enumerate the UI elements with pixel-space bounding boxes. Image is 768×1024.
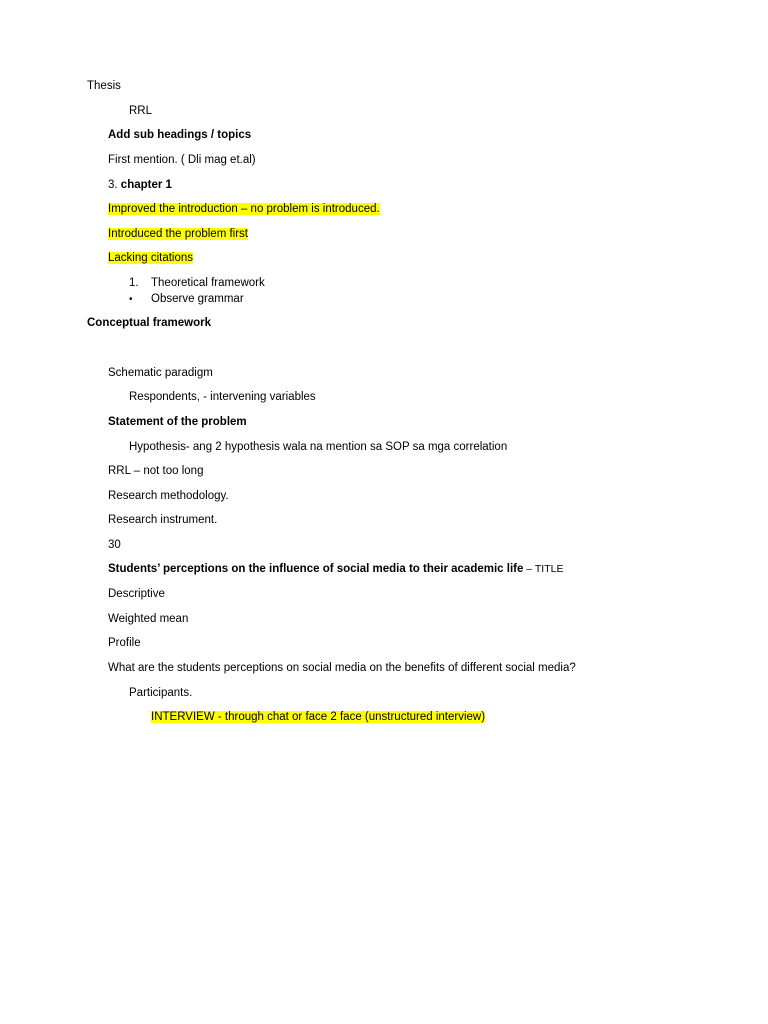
heading-add-sub-headings: Add sub headings / topics — [108, 129, 252, 141]
list-number: 1. — [129, 277, 139, 289]
title-text: Students’ perceptions on the influence of social media to their academic life — [108, 563, 524, 575]
highlight-text: Improved the introduction – no problem is introduced. — [108, 203, 380, 215]
text-line-rrl-not-too-long: RRL – not too long — [108, 465, 204, 477]
heading-conceptual-framework: Conceptual framework — [87, 317, 211, 329]
list-item-text: Observe grammar — [151, 293, 244, 305]
highlighted-line-lacking-citations — [108, 251, 193, 265]
bullet-item-observe-grammar — [129, 292, 244, 306]
title-suffix: – TITLE — [523, 563, 564, 575]
heading-statement-of-problem: Statement of the problem — [108, 416, 247, 428]
highlight-text: Lacking citations — [108, 252, 194, 264]
highlighted-line-interview — [151, 710, 485, 724]
highlighted-line-improved-intro — [108, 202, 380, 216]
bullet-icon: • — [129, 294, 133, 305]
text-line-weighted-mean: Weighted mean — [108, 613, 189, 625]
text-line-thesis: Thesis — [87, 80, 121, 92]
text-line-hypothesis: Hypothesis- ang 2 hypothesis wala na mention sa SOP sa mga correlation — [129, 441, 508, 453]
text-line-profile: Profile — [108, 637, 141, 649]
highlight-text: INTERVIEW - through chat or face 2 face (unstructured interview) — [151, 711, 486, 723]
text-line-participants: Participants. — [129, 687, 193, 699]
text-line-research-methodology: Research methodology. — [108, 490, 229, 502]
text-line-question: What are the students perceptions on social media on the benefits of different social media? — [108, 662, 576, 674]
chapter-title: chapter 1 — [120, 179, 172, 191]
text-line-research-instrument: Research instrument. — [108, 514, 218, 526]
text-line-30: 30 — [108, 539, 121, 551]
text-line-first-mention: First mention. ( Dli mag et.al) — [108, 154, 256, 166]
text-line-respondents: Respondents, - intervening variables — [129, 391, 316, 403]
list-item-text: Theoretical framework — [151, 277, 265, 289]
text-line-schematic-paradigm: Schematic paradigm — [108, 367, 213, 379]
highlighted-line-introduced-problem — [108, 227, 248, 241]
text-line-descriptive: Descriptive — [108, 588, 165, 600]
chapter-number: 3. — [108, 179, 121, 191]
numbered-item-theoretical-framework — [129, 276, 265, 290]
text-line-rrl: RRL — [129, 105, 153, 117]
text-line-title — [108, 562, 563, 576]
text-line-chapter-1 — [108, 178, 172, 192]
highlight-text: Introduced the problem first — [108, 228, 248, 240]
